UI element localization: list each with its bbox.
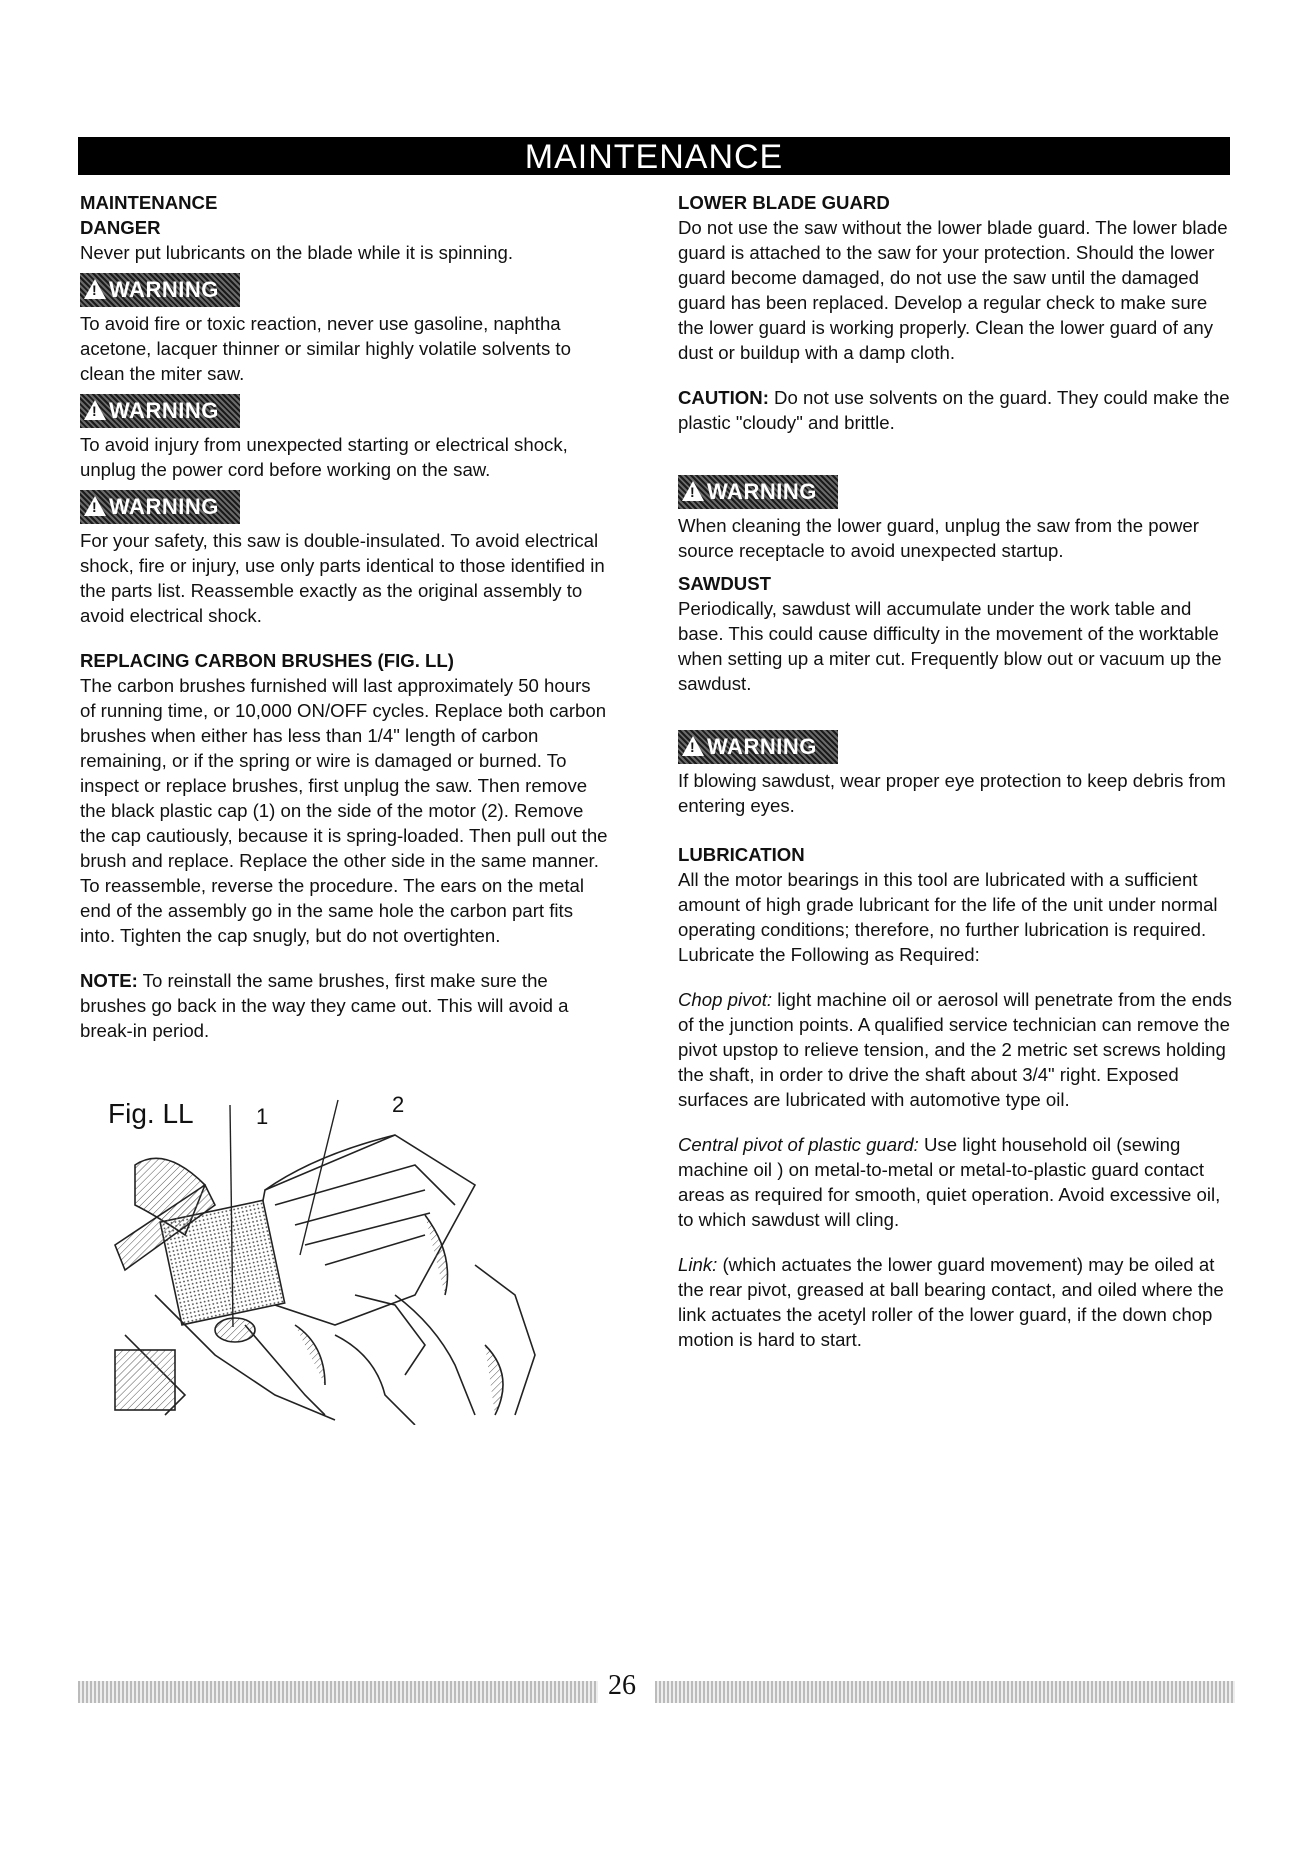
lubrication-heading: LUBRICATION bbox=[678, 844, 805, 865]
danger-text: Never put lubricants on the blade while it is spinning. bbox=[80, 242, 514, 263]
sawdust-heading: SAWDUST bbox=[678, 573, 771, 594]
figure-callout-2: 2 bbox=[392, 1092, 405, 1117]
caution-label: CAUTION: bbox=[678, 387, 769, 408]
lubrication-text: All the motor bearings in this tool are lubricated with a sufficient amount of high grade lubricant for the life of the unit under normal operating conditions; therefore, no further lubrication is required. bbox=[678, 869, 1218, 940]
warning-text-solvents: To avoid fire or toxic reaction, never use gasoline, naphtha acetone, lacquer thinner or similar highly volatile solvents to clean the miter saw. bbox=[80, 313, 571, 384]
link-text: (which actuates the lower guard movement) may be oiled at the rear pivot, greased at ball bearing contact, and oiled where the link actuates the acetyl roller of the lower guard, if the down chop motion is hard to start. bbox=[678, 1254, 1224, 1350]
central-pivot-label: Central pivot of plastic guard: bbox=[678, 1134, 919, 1155]
note-paragraph bbox=[80, 968, 610, 1043]
warning-triangle-icon bbox=[682, 481, 704, 501]
note-text: To reinstall the same brushes, first make sure the brushes go back in the way they came out. This will avoid a break-in period. bbox=[80, 970, 569, 1041]
caution-text: Do not use solvents on the guard. They could make the plastic "cloudy" and brittle. bbox=[678, 387, 1230, 433]
warning-text-guard-unplug: When cleaning the lower guard, unplug the saw from the power source receptacle to avoid unexpected startup. bbox=[678, 515, 1199, 561]
warning-triangle-icon bbox=[84, 279, 106, 299]
footer-bar-right bbox=[655, 1681, 1235, 1703]
figure-callout-1: 1 bbox=[256, 1104, 269, 1129]
warning-text-eye-protection: If blowing sawdust, wear proper eye protection to keep debris from entering eyes. bbox=[678, 770, 1226, 816]
warning-badge: !WARNING bbox=[80, 490, 240, 524]
chop-pivot-label: Chop pivot: bbox=[678, 989, 773, 1010]
warning-badge: !WARNING bbox=[80, 273, 240, 307]
left-column bbox=[80, 190, 610, 1063]
danger-heading: DANGER bbox=[80, 217, 161, 238]
lubrication-required-text: Lubricate the Following as Required: bbox=[678, 944, 980, 965]
footer bbox=[0, 1679, 1312, 1705]
warning-badge: !WARNING bbox=[678, 475, 838, 509]
chop-pivot-paragraph bbox=[678, 987, 1238, 1112]
lower-guard-heading: LOWER BLADE GUARD bbox=[678, 192, 890, 213]
central-pivot-paragraph bbox=[678, 1132, 1238, 1232]
page-number: 26 bbox=[608, 1670, 636, 1701]
note-label: NOTE: bbox=[80, 970, 138, 991]
chop-pivot-text: light machine oil or aerosol will penetrate from the ends of the junction points. A qualified service technician can remove the pivot upstop to relieve tension, and the 2 metric set screws holding the shaft, in order to drive the shaft about 3/4" right. Exposed surfaces are lubricated with automotive type oil. bbox=[678, 989, 1232, 1110]
warning-badge: !WARNING bbox=[80, 394, 240, 428]
maintenance-heading: MAINTENANCE bbox=[80, 192, 218, 213]
caution-paragraph bbox=[678, 385, 1238, 435]
brushes-text: The carbon brushes furnished will last approximately 50 hours of running time, or 10,000 ON/OFF cycles. Replace both carbon brushes when either has less than 1/4" length of carbon remaining, or if the spring or wire is damaged or burned. To inspect or replace brushes, first unplug the saw. Then remove the black plastic cap (1) on the side of the motor (2). Remove the cap cautiously, because it is spring-loaded. Then pull out the brush and replace. Replace the other side in the same manner. To reassemble, reverse the procedure. The ears on the metal end of the assembly go in the same hole the carbon part fits into. Tighten the cap snugly, but do not overtighten. bbox=[80, 675, 608, 946]
warning-triangle-icon bbox=[84, 496, 106, 516]
right-column bbox=[678, 190, 1238, 1372]
link-label: Link: bbox=[678, 1254, 718, 1275]
warning-triangle-icon bbox=[84, 400, 106, 420]
footer-bar-left bbox=[78, 1681, 598, 1703]
warning-text-insulated: For your safety, this saw is double-insulated. To avoid electrical shock, fire or injury, use only parts identical to those identified in the parts list. Reassemble exactly as the original assembly to avoid electrical shock. bbox=[80, 530, 605, 626]
lower-guard-text: Do not use the saw without the lower blade guard. The lower blade guard is attached to the saw for your protection. Should the lower guard become damaged, do not use the saw until the damaged guard has been replaced. Develop a regular check to make sure the lower guard is working properly. Clean the lower guard of any dust or buildup with a damp cloth. bbox=[678, 217, 1228, 363]
carbon-brush-figure bbox=[95, 1095, 565, 1425]
central-pivot-text: Use light household oil (sewing machine oil ) on metal-to-metal or metal-to-plastic guard contact areas as required for smooth, quiet operation. Avoid excessive oil, to which sawdust will cling. bbox=[678, 1134, 1221, 1230]
warning-badge: !WARNING bbox=[678, 730, 838, 764]
page-banner: MAINTENANCE bbox=[78, 137, 1230, 175]
brushes-heading: REPLACING CARBON BRUSHES (FIG. LL) bbox=[80, 650, 454, 671]
warning-text-unplug: To avoid injury from unexpected starting or electrical shock, unplug the power cord before working on the saw. bbox=[80, 434, 568, 480]
sawdust-text: Periodically, sawdust will accumulate under the work table and base. This could cause difficulty in the movement of the worktable when setting up a miter cut. Frequently blow out or vacuum up the sawdust. bbox=[678, 598, 1222, 694]
link-paragraph bbox=[678, 1252, 1238, 1352]
warning-triangle-icon bbox=[682, 736, 704, 756]
figure-title: Fig. LL bbox=[108, 1098, 194, 1129]
